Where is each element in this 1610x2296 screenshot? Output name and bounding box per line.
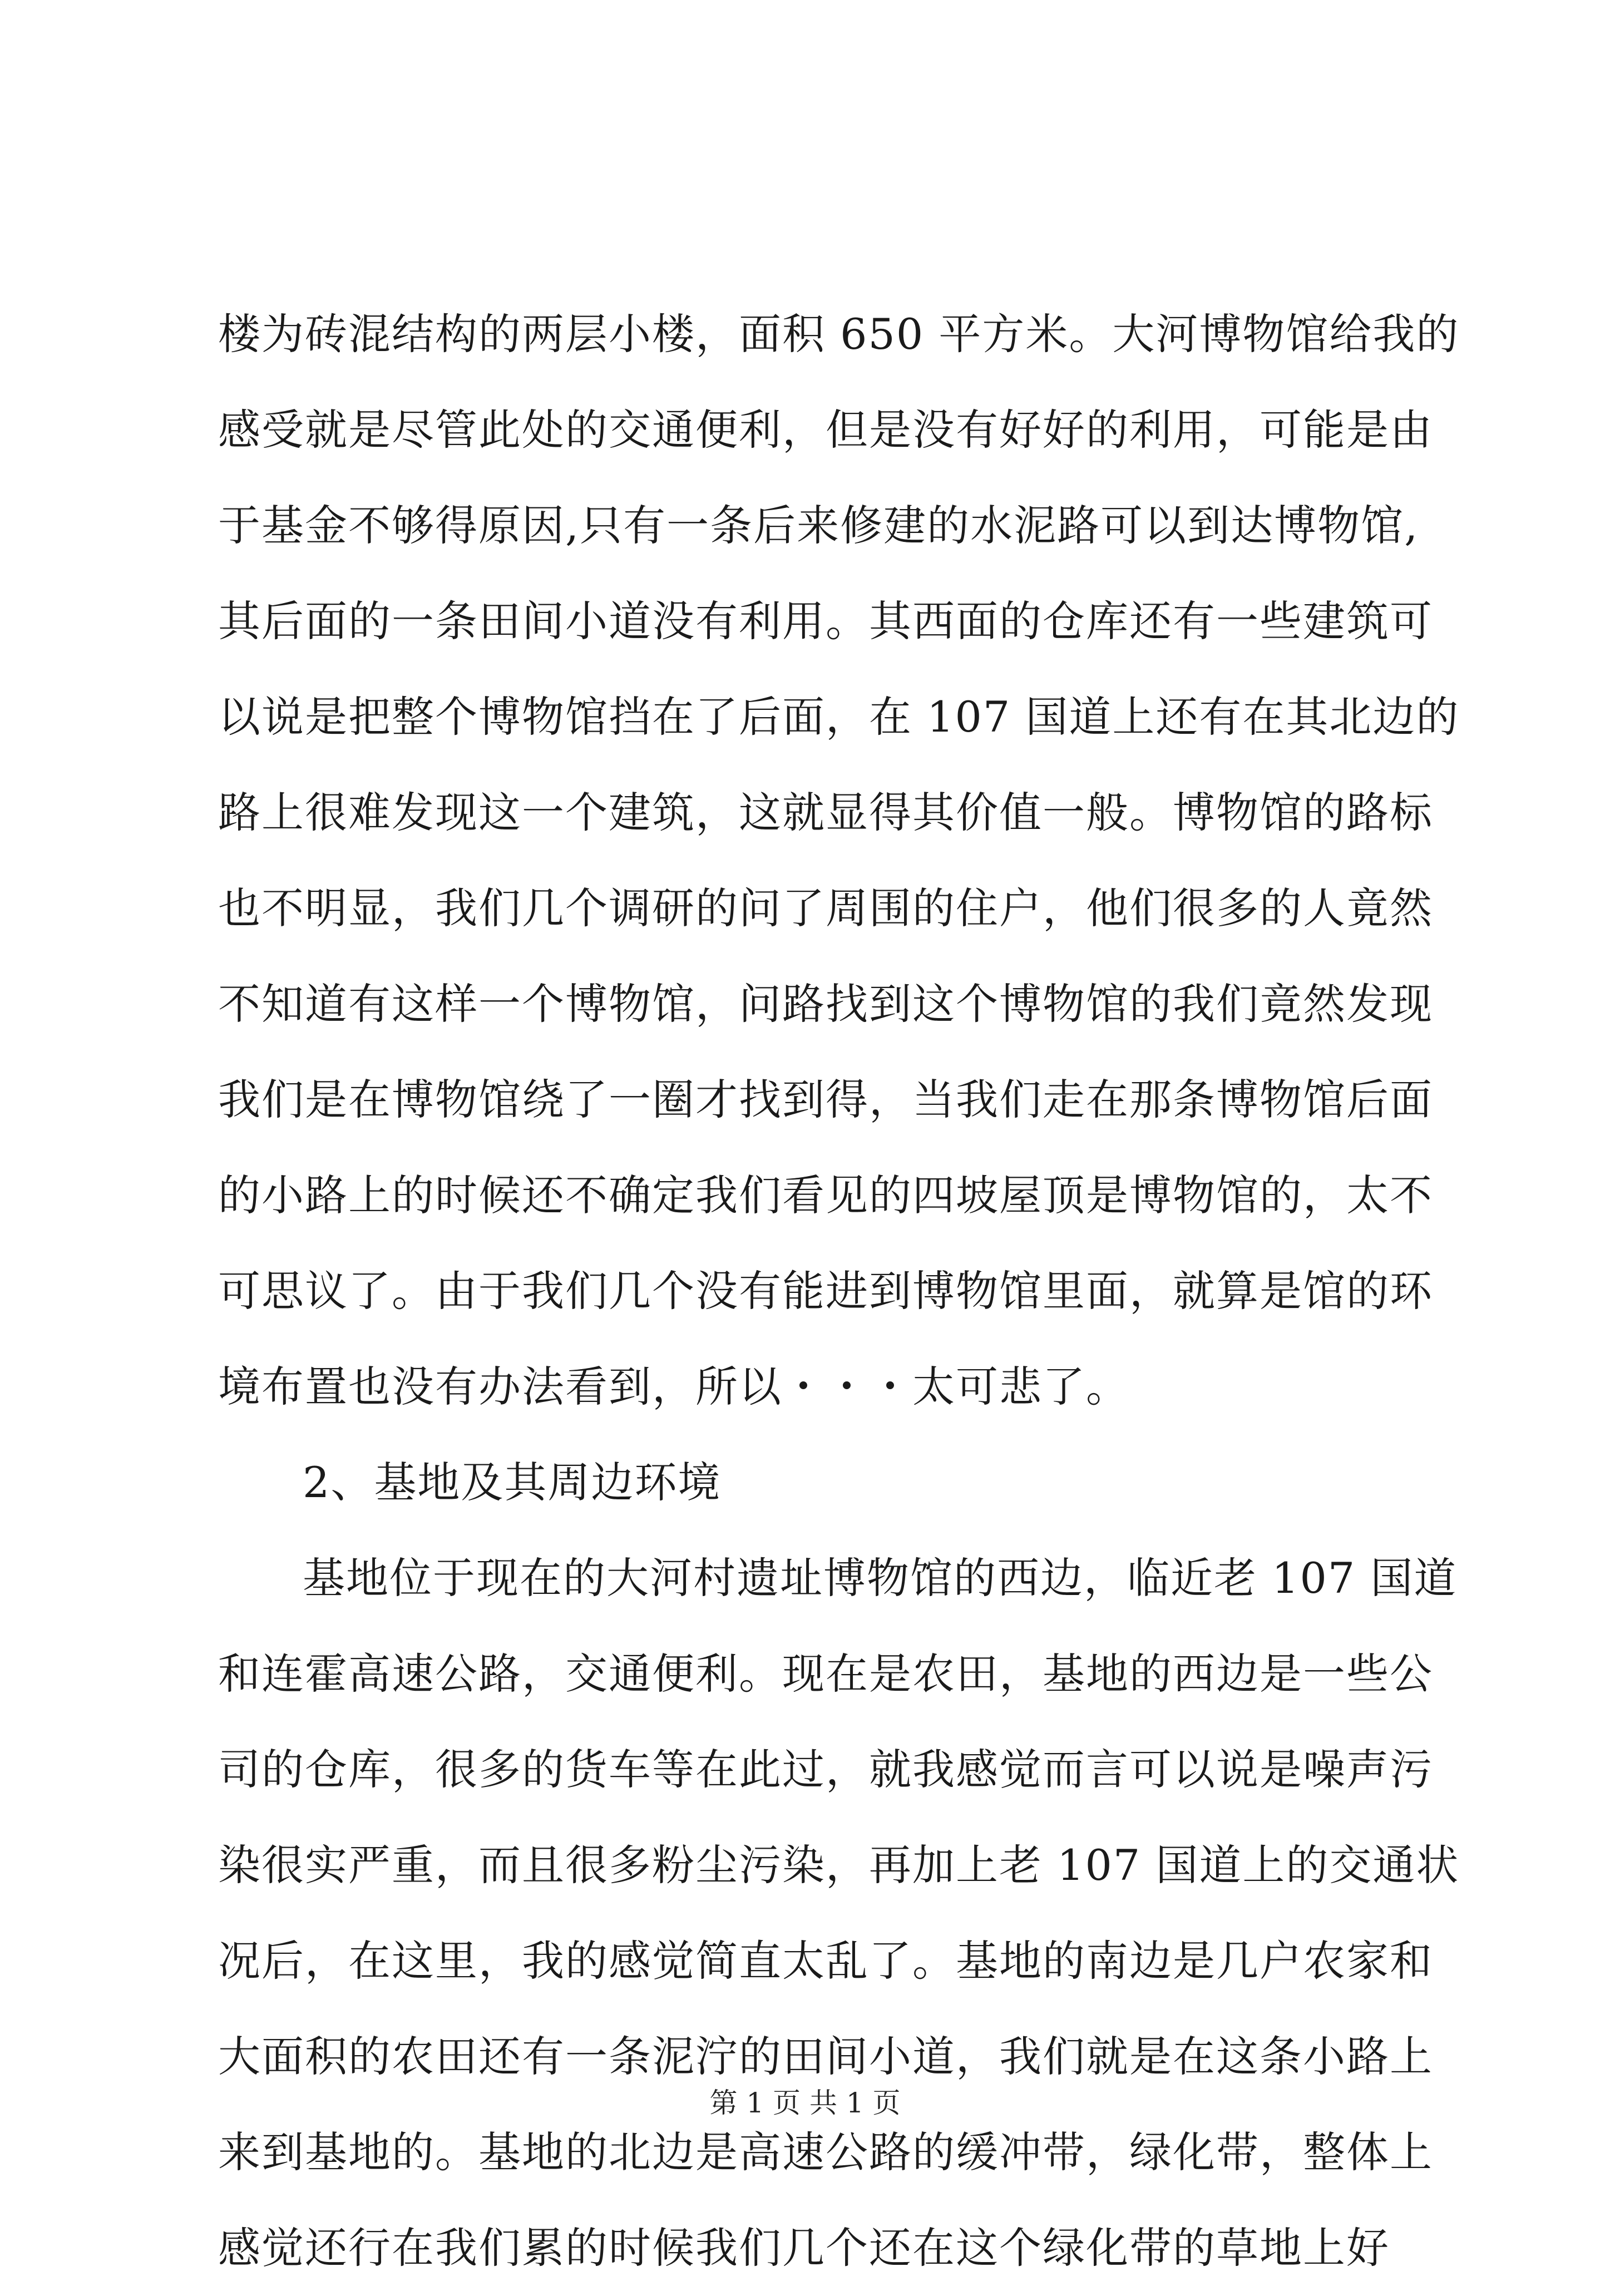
paragraph-line: 于基金不够得原因,只有一条后来修建的水泥路可以到达博物馆, [218, 501, 1419, 550]
paragraph-line: 其后面的一条田间小道没有利用。其西面的仓库还有一些建筑可 [218, 596, 1433, 646]
paragraph-line: 大面积的农田还有一条泥泞的田间小道，我们就是在这条小路上 [218, 2032, 1433, 2081]
paragraph-line: 感受就是尽管此处的交通便利，但是没有好好的利用，可能是由 [218, 405, 1433, 455]
paragraph-line: 感觉还行在我们累的时候我们几个还在这个绿化带的草地上好 [218, 2223, 1390, 2273]
paragraph-line: 况后，在这里，我的感觉简直太乱了。基地的南边是几户农家和 [218, 1936, 1433, 1986]
paragraph-line: 路上很难发现这一个建筑，这就显得其价值一般。博物馆的路标 [218, 788, 1433, 837]
paragraph-line: 来到基地的。基地的北边是高速公路的缓冲带，绿化带，整体上 [218, 2127, 1433, 2177]
section-heading: 2、基地及其周边环境 [303, 1458, 722, 1507]
paragraph-line: 楼为砖混结构的两层小楼，面积 650 平方米。大河博物馆给我的 [218, 309, 1460, 359]
paragraph-line: 不知道有这样一个博物馆，问路找到这个博物馆的我们竟然发现 [218, 979, 1433, 1029]
paragraph-line: 也不明显，我们几个调研的问了周围的住户，他们很多的人竟然 [218, 883, 1433, 933]
paragraph-line: 司的仓库，很多的货车等在此过，就我感觉而言可以说是噪声污 [218, 1745, 1433, 1794]
paragraph-line: 我们是在博物馆绕了一圈才找到得，当我们走在那条博物馆后面 [218, 1075, 1433, 1124]
paragraph-line: 以说是把整个博物馆挡在了后面，在 107 国道上还有在其北边的 [218, 692, 1460, 742]
paragraph-line: 的小路上的时候还不确定我们看见的四坡屋顶是博物馆的，太不 [218, 1171, 1433, 1220]
page-footer: 第 1 页 共 1 页 [709, 2087, 901, 2119]
paragraph-line: 境布置也没有办法看到，所以・・・太可悲了。 [218, 1362, 1129, 1411]
paragraph-line: 染很实严重，而且很多粉尘污染，再加上老 107 国道上的交通状 [218, 1840, 1460, 1890]
paragraph-line: 和连霍高速公路，交通便利。现在是农田，基地的西边是一些公 [218, 1649, 1433, 1698]
paragraph-line: 基地位于现在的大河村遗址博物馆的西边，临近老 107 国道 [303, 1553, 1458, 1603]
paragraph-line: 可思议了。由于我们几个没有能进到博物馆里面，就算是馆的环 [218, 1266, 1433, 1316]
document-body [218, 287, 1460, 2296]
